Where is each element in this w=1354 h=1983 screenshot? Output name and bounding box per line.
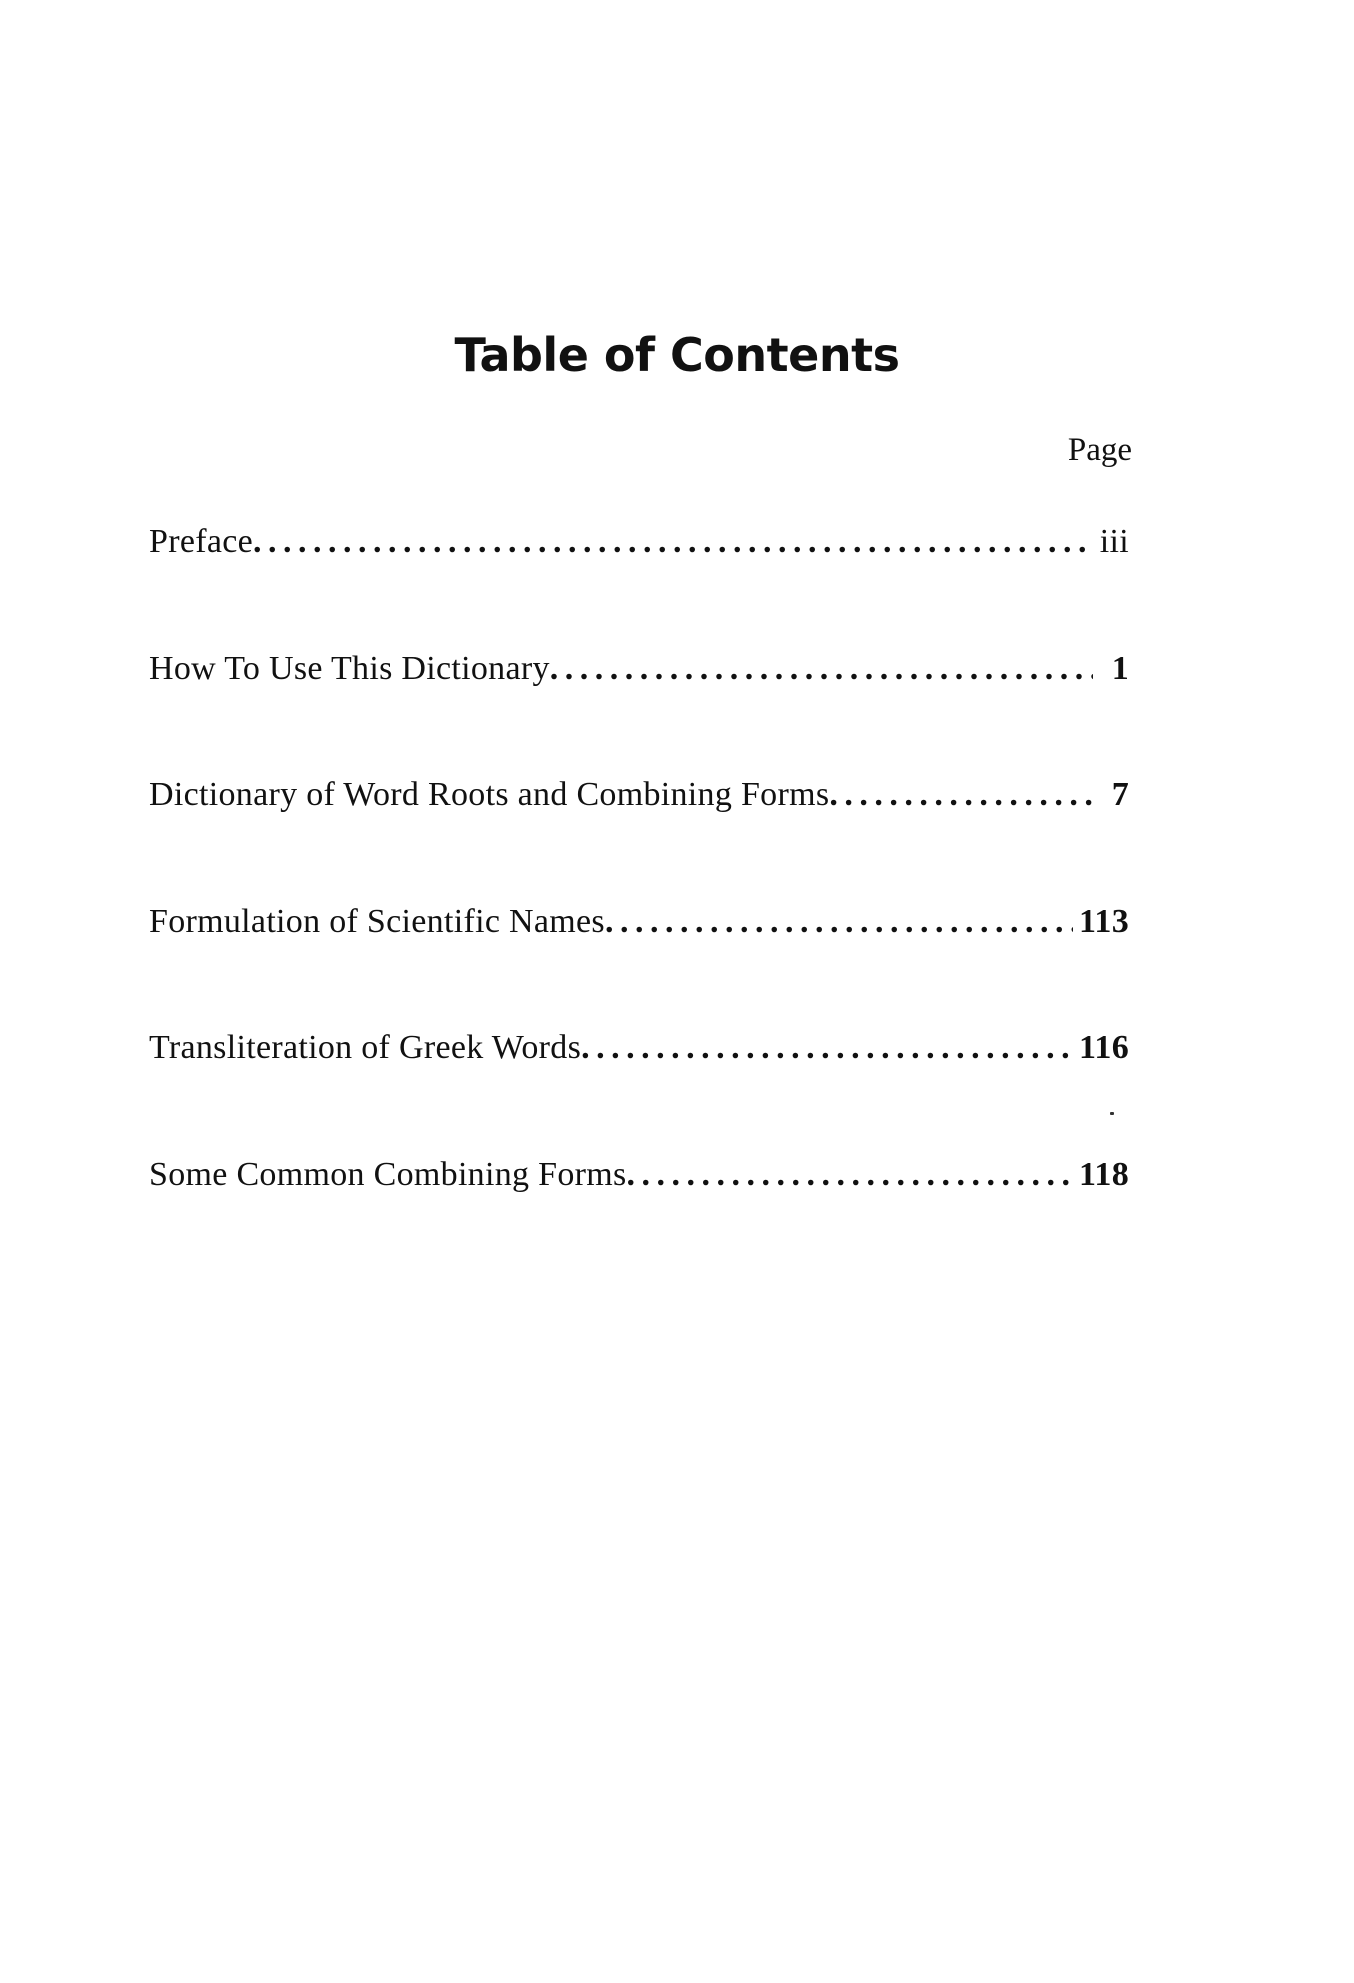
toc-entry-page: 116 — [1078, 1029, 1129, 1066]
toc-entry-label: Transliteration of Greek Words — [149, 1029, 582, 1066]
page-title: Table of Contents — [454, 328, 900, 382]
toc-entry-page: 7 — [1111, 776, 1129, 813]
toc-entry-dictionary — [149, 771, 1129, 898]
toc-entry-page: 1 — [1111, 649, 1129, 687]
toc-entry-page: 113 — [1078, 902, 1129, 940]
toc-entry-label: Formulation of Scientific Names — [149, 902, 605, 940]
toc-entry-preface — [149, 518, 1129, 645]
toc-entry-label: Some Common Combining Forms — [149, 1155, 627, 1193]
toc-entry-label: Dictionary of Word Roots and Combining Forms — [149, 776, 830, 813]
toc-entry-formulation — [149, 898, 1129, 1025]
toc-entry-common-forms — [149, 1151, 1129, 1278]
dot-leader — [627, 1151, 1073, 1199]
toc-entry-page: 118 — [1078, 1155, 1129, 1193]
toc-entry-transliteration — [149, 1024, 1129, 1151]
toc-entry-label: Preface — [149, 523, 254, 560]
toc-entry-label: How To Use This Dictionary — [149, 649, 550, 687]
scan-speck — [1110, 1112, 1114, 1115]
toc-list — [149, 518, 1129, 1277]
dot-leader — [581, 1024, 1073, 1072]
page-column-header: Page — [1067, 432, 1132, 468]
dot-leader — [550, 645, 1093, 693]
dot-leader — [253, 518, 1093, 566]
toc-entry-how-to-use — [149, 645, 1129, 772]
toc-entry-page: iii — [1099, 523, 1129, 560]
dot-leader — [829, 771, 1093, 819]
dot-leader — [605, 898, 1073, 946]
